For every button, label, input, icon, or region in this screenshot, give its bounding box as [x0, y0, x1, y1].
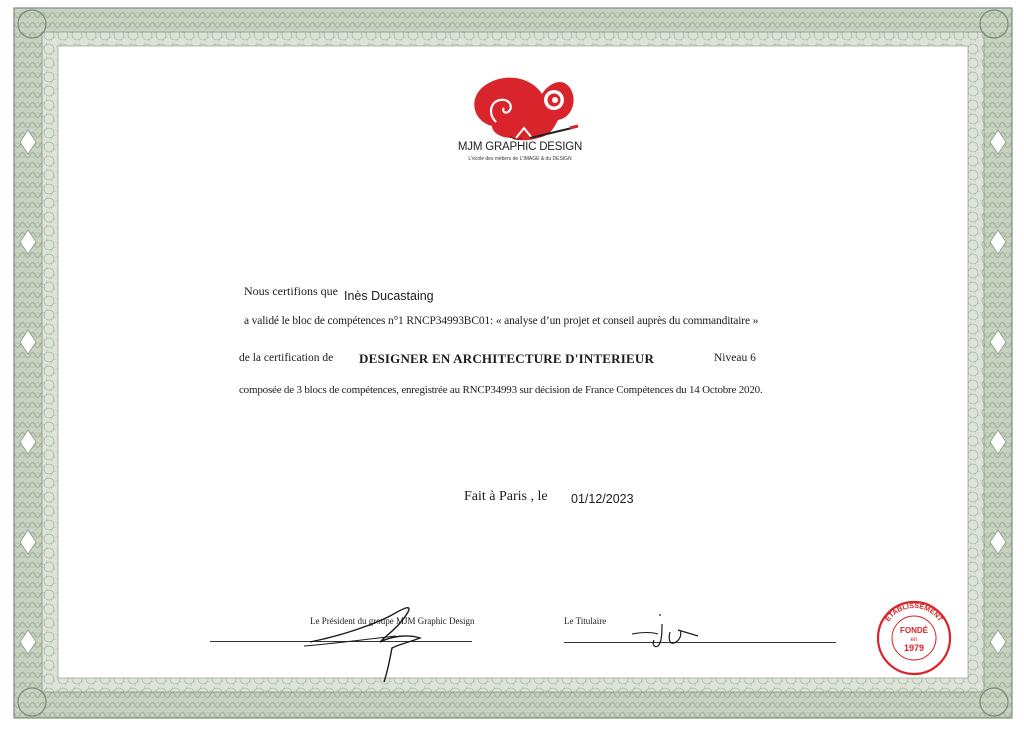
svg-text:ÉTABLISSEMENT	[883, 601, 945, 624]
place-label: Fait à Paris , le	[464, 489, 548, 504]
certification-level: Niveau 6	[714, 352, 756, 364]
issue-date: 01/12/2023	[571, 492, 634, 506]
holder-signature-icon	[628, 612, 708, 652]
stamp-line1: ÉTABLISSEMENT	[882, 600, 946, 624]
brand-tagline: L'école des métiers de L'IMAGE & du DESIGN	[468, 156, 572, 162]
certification-label: de la certification de	[239, 352, 334, 364]
recipient-name: Inès Ducastaing	[344, 289, 434, 303]
stamp-line3: en	[910, 637, 918, 643]
brand-name: MJM GRAPHIC DESIGN	[457, 141, 583, 153]
holder-label: Le Titulaire	[564, 616, 607, 626]
founded-stamp-icon	[874, 598, 954, 678]
stamp-line2: FONDÉ	[900, 626, 928, 635]
president-label: Le Président du groupe MJM Graphic Design	[310, 616, 475, 626]
validated-text: a validé le bloc de compétences n°1 RNCP34993BC01: « analyse d’un projet et conseil auprès du commanditaire »	[244, 315, 759, 327]
stamp-line4: 1979	[903, 643, 925, 653]
certify-label: Nous certifions que	[244, 284, 338, 298]
certification-title: DESIGNER EN ARCHITECTURE D'INTERIEUR	[359, 351, 655, 366]
president-signature-icon	[300, 596, 440, 686]
composition-text: composée de 3 blocs de compétences, enregistrée au RNCP34993 sur décision de France Compétences du 14 Octobre 2020.	[239, 384, 763, 396]
